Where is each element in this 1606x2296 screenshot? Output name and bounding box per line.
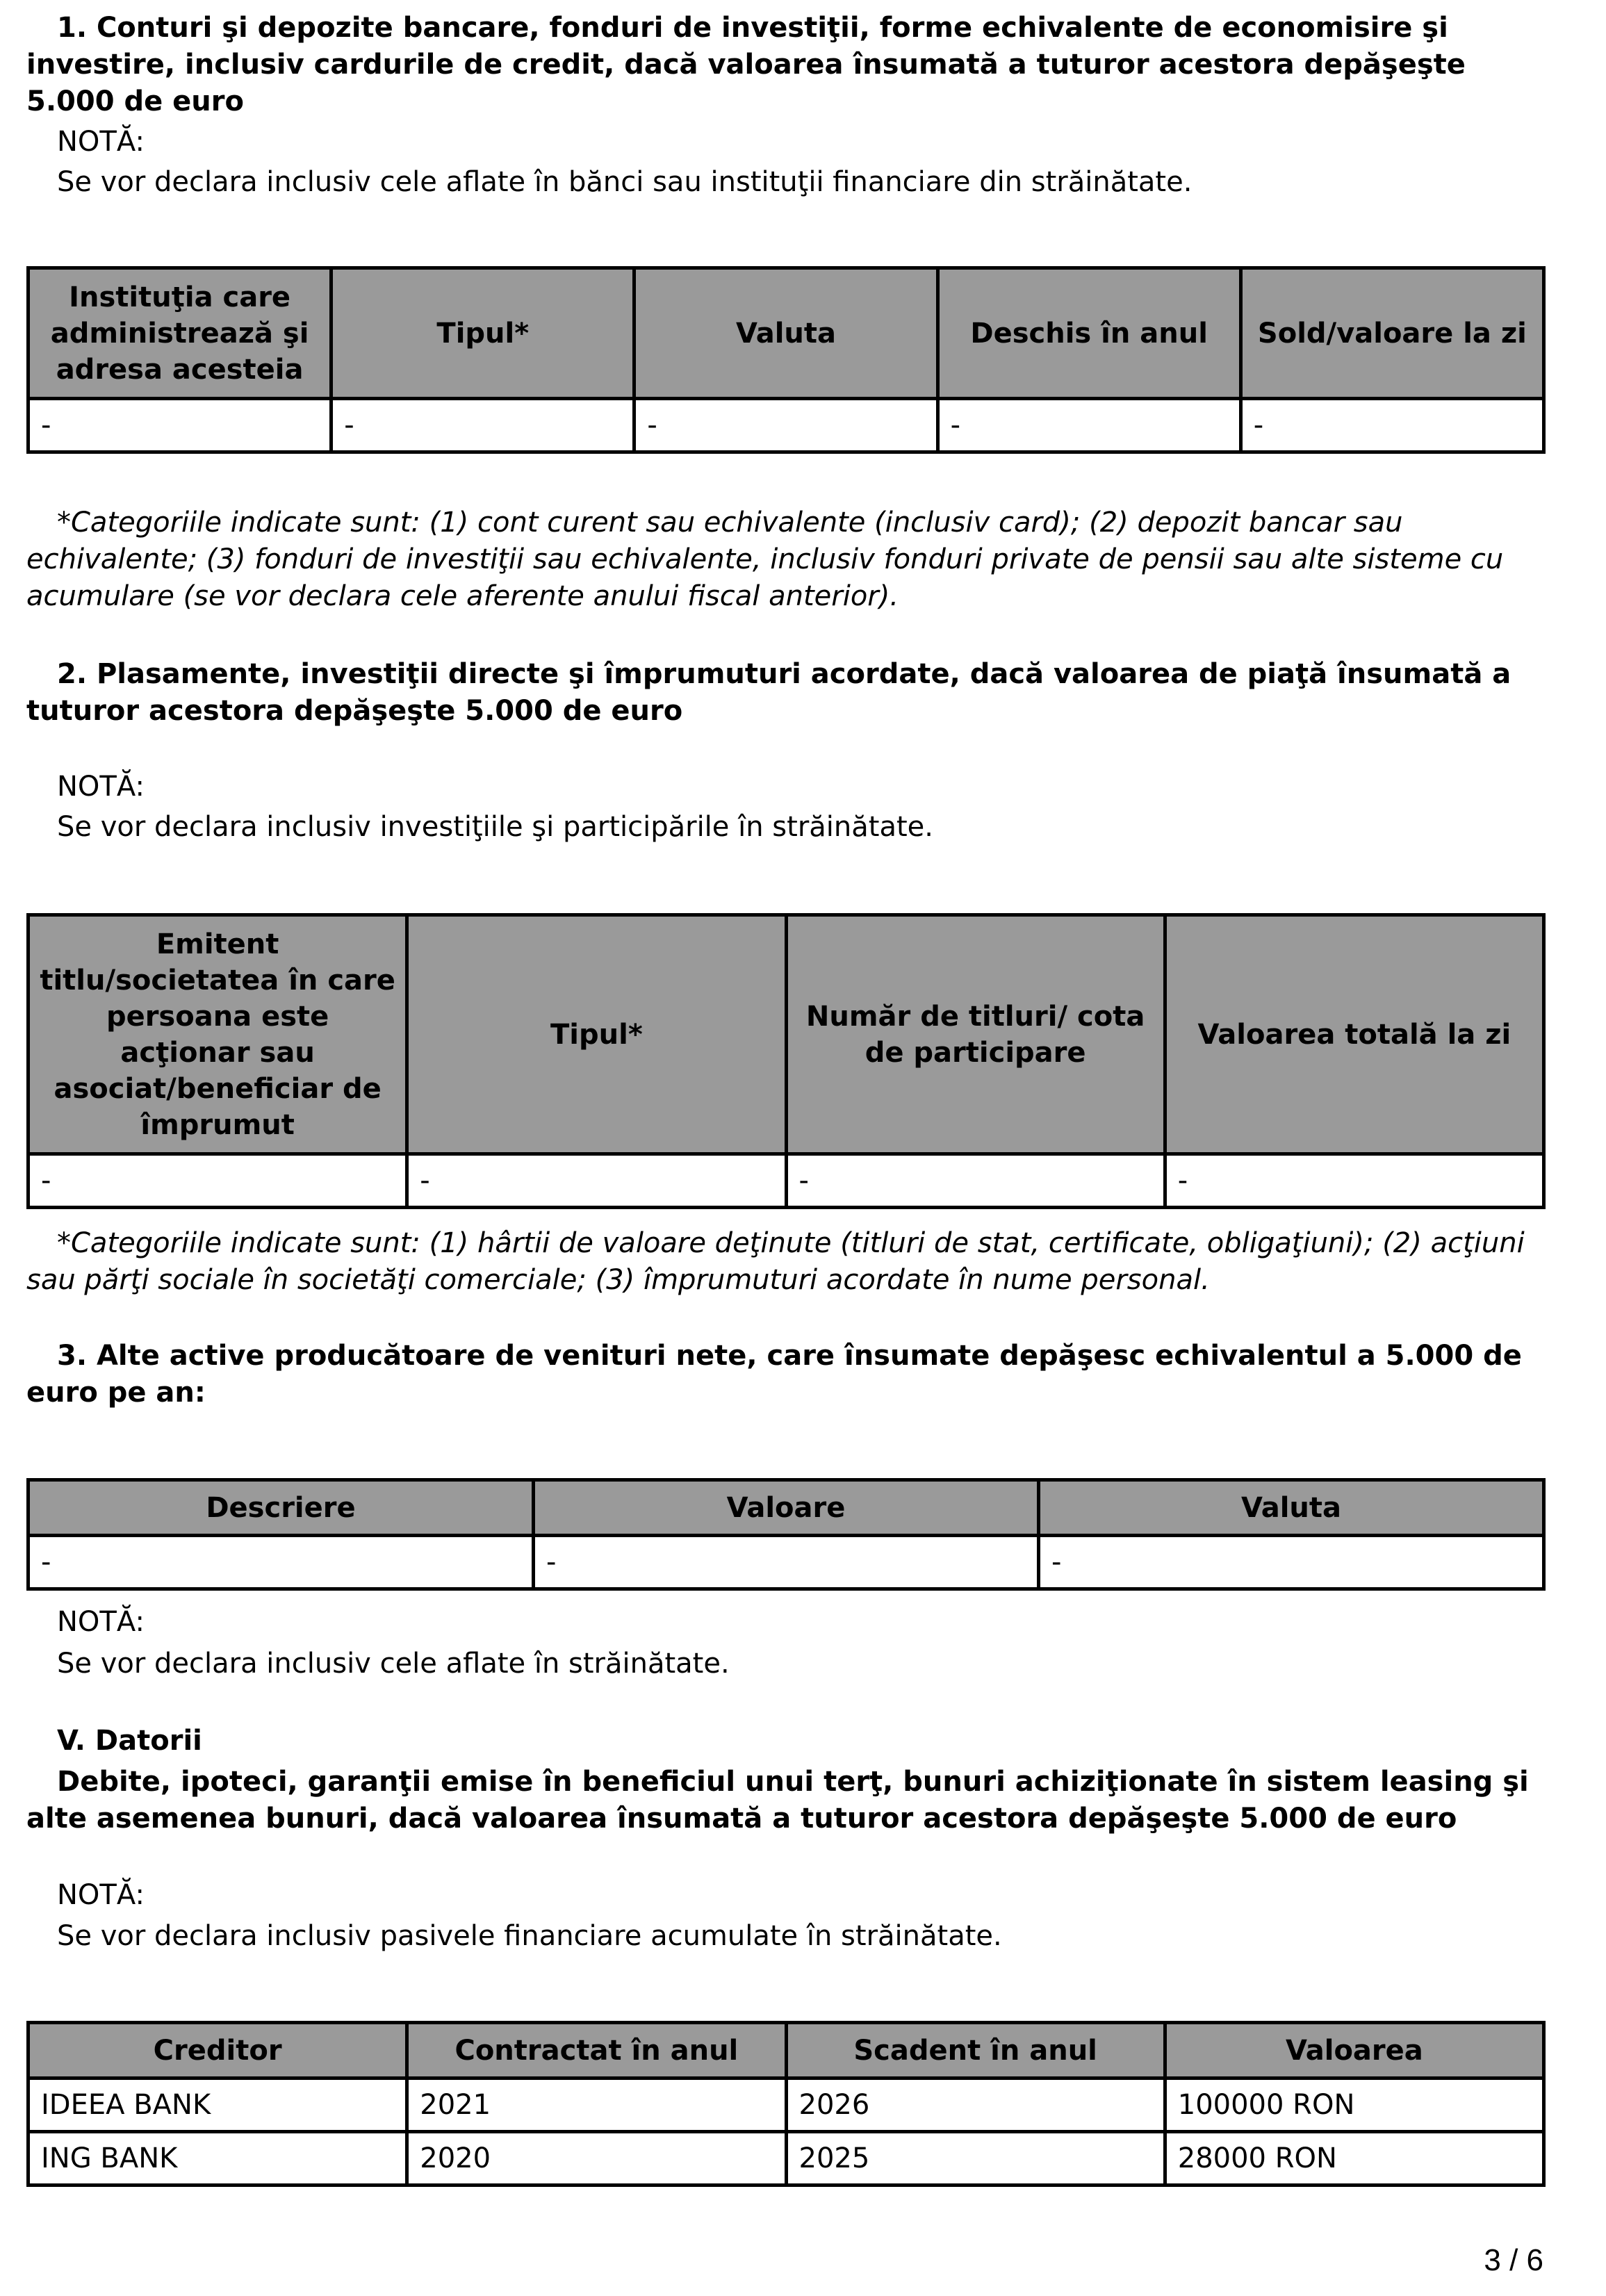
table-cell: - [937, 399, 1240, 452]
table-cell: 2026 [786, 2078, 1165, 2132]
table-cell: - [634, 399, 937, 452]
table-header-row [28, 1480, 1544, 1536]
table-cell: - [533, 1536, 1038, 1589]
header-cell: Tipul* [331, 268, 634, 399]
section3-note-text: Se vor declara inclusiv cele aflate în străinătate. [57, 1648, 730, 1680]
header-cell: Sold/valoare la zi [1240, 268, 1543, 399]
table-row [28, 399, 1544, 452]
section5-note-label: NOTĂ: [57, 1879, 145, 1911]
table-header-row [28, 268, 1544, 399]
header-cell: Valoare [533, 1480, 1038, 1536]
header-cell: Tipul* [407, 915, 786, 1154]
section1-note-label: NOTĂ: [57, 126, 145, 158]
section2-note-label: NOTĂ: [57, 771, 145, 803]
header-cell: Scadent în anul [786, 2023, 1165, 2078]
table-cell: 2025 [786, 2132, 1165, 2186]
header-cell: Valoarea totală la zi [1165, 915, 1543, 1154]
header-cell: Contractat în anul [407, 2023, 786, 2078]
section3-note-label: NOTĂ: [57, 1606, 145, 1638]
section2-heading: 2. Plasamente, investiţii directe şi împrumuturi acordate, dacă valoarea de piaţă însumată a tuturor acestora depăşeşte 5.000 de euro [26, 658, 1511, 727]
table-cell: 28000 RON [1165, 2132, 1543, 2186]
section5-note-text: Se vor declara inclusiv pasivele financiare acumulate în străinătate. [57, 1920, 1002, 1952]
table-cell: IDEEA BANK [28, 2078, 407, 2132]
table-cell: - [1240, 399, 1543, 452]
header-cell: Descriere [28, 1480, 534, 1536]
section5-heading: Debite, ipoteci, garanţii emise în beneficiul unui terţ, bunuri achiziţionate în sistem leasing şi alte asemenea bunuri, dacă valoarea însumată a tuturor acestora depăşeşte 5.000 de euro [26, 1766, 1529, 1835]
section1-footnote: *Categoriile indicate sunt: (1) cont curent sau echivalente (inclusiv card); (2) depozit bancar sau echivalente; (3) fonduri de investiţii sau echivalente, inclusiv fonduri private de pensii sau alte sisteme cu acumulare (se vor declara cele aferente anului fiscal anterior). [26, 507, 1504, 612]
table-row [28, 1536, 1544, 1589]
section2-table [26, 913, 1546, 1209]
table-cell: 2020 [407, 2132, 786, 2186]
section5-table [26, 2021, 1546, 2187]
section3-table [26, 1478, 1546, 1591]
page-number: 3 / 6 [1484, 2243, 1543, 2277]
table-cell: - [28, 399, 331, 452]
header-cell: Număr de titluri/ cota de participare [786, 915, 1165, 1154]
table-cell: - [28, 1536, 534, 1589]
table-cell: 100000 RON [1165, 2078, 1543, 2132]
section1-heading: 1. Conturi şi depozite bancare, fonduri de investiţii, forme echivalente de economisire şi investire, inclusiv cardurile de credit, dacă valoarea însumată a tuturor acestora depăşeşte 5.000 de euro [26, 12, 1466, 117]
section1-note-text: Se vor declara inclusiv cele aflate în bănci sau instituţii financiare din străinătate. [57, 166, 1193, 198]
table-header-row [28, 915, 1544, 1154]
header-cell: Valuta [1038, 1480, 1543, 1536]
header-cell: Valuta [634, 268, 937, 399]
table-cell: ING BANK [28, 2132, 407, 2186]
header-cell: Creditor [28, 2023, 407, 2078]
header-cell: Emitent titlu/societatea în care persoana este acţionar sau asociat/beneficiar de împrumut [28, 915, 407, 1154]
table-cell: - [28, 1154, 407, 1208]
table-header-row [28, 2023, 1544, 2078]
section2-note-text: Se vor declara inclusiv investiţiile şi participările în străinătate. [57, 811, 933, 843]
section2-footnote: *Categoriile indicate sunt: (1) hârtii de valoare deţinute (titluri de stat, certificate, obligaţiuni); (2) acţiuni sau părţi sociale în societăţi comerciale; (3) împrumuturi acordate în nume personal. [26, 1227, 1525, 1296]
table-row [28, 2078, 1544, 2132]
section3-heading: 3. Alte active producătoare de venituri nete, care însumate depăşesc echivalentul a 5.000 de euro pe an: [26, 1340, 1522, 1409]
section1-table [26, 266, 1546, 454]
table-row [28, 2132, 1544, 2186]
table-cell: - [1165, 1154, 1543, 1208]
section5-title: V. Datorii [57, 1725, 202, 1757]
table-cell: - [1038, 1536, 1543, 1589]
header-cell: Instituţia care administrează şi adresa acesteia [28, 268, 331, 399]
table-cell: 2021 [407, 2078, 786, 2132]
table-cell: - [331, 399, 634, 452]
table-cell: - [407, 1154, 786, 1208]
table-cell: - [786, 1154, 1165, 1208]
table-row [28, 1154, 1544, 1208]
header-cell: Deschis în anul [937, 268, 1240, 399]
header-cell: Valoarea [1165, 2023, 1543, 2078]
